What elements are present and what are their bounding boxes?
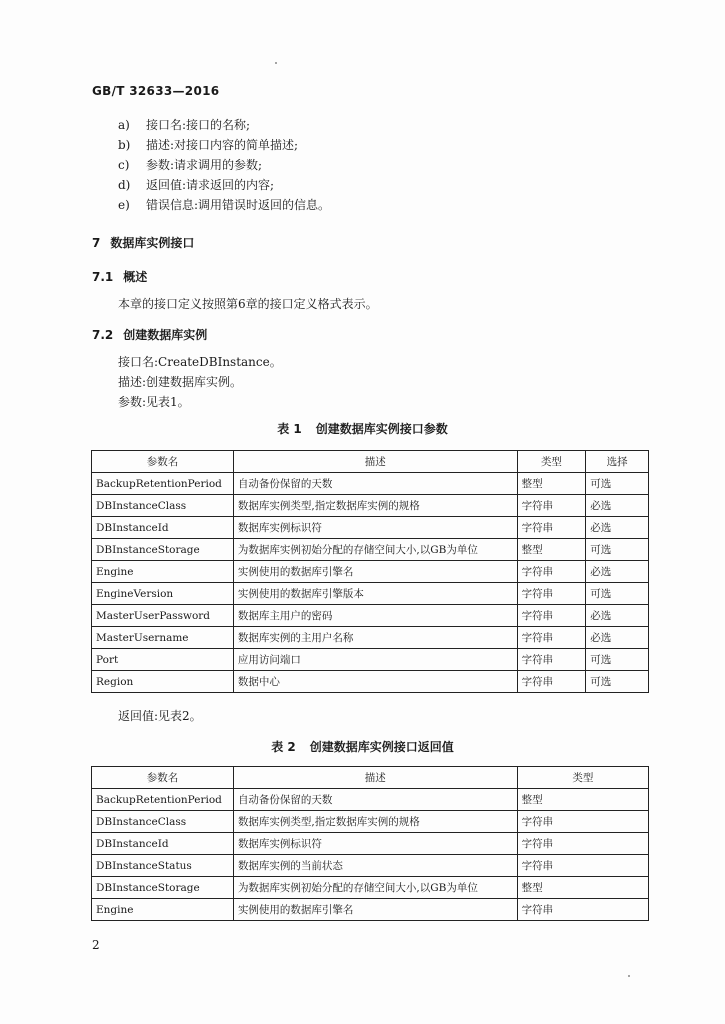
section-heading-7-1: 7.1 概述 [92,270,148,284]
table-cell: 字符串 [517,649,586,671]
table-cell: 实例使用的数据库引擎名 [233,899,517,921]
interface-parameters: 参数:见表1。 [118,395,190,409]
table-cell: MasterUserPassword [92,605,234,627]
table-row [92,877,649,899]
table-cell: 字符串 [517,833,648,855]
table-cell: MasterUsername [92,627,234,649]
table-cell: 数据库实例标识符 [233,517,517,539]
table-cell: 字符串 [517,583,586,605]
table-cell: 为数据库实例初始分配的存储空间大小,以GB为单位 [233,539,517,561]
table-cell: 为数据库实例初始分配的存储空间大小,以GB为单位 [233,877,517,899]
table-cell: 必选 [586,605,649,627]
table-row [92,517,649,539]
table-cell: 自动备份保留的天数 [233,473,517,495]
table-cell: Engine [92,899,234,921]
table-cell: 必选 [586,517,649,539]
standard-number-header: GB/T 32633—2016 [92,84,220,98]
table-cell: 实例使用的数据库引擎版本 [233,583,517,605]
table-cell: 字符串 [517,495,586,517]
table-cell: 整型 [517,789,648,811]
table-row [92,789,649,811]
table-1-caption: 表 1 创建数据库实例接口参数 [277,422,448,436]
list-item: d) 返回值:请求返回的内容; [118,178,275,192]
list-item: b) 描述:对接口内容的简单描述; [118,138,299,152]
table-cell: BackupRetentionPeriod [92,473,234,495]
table-cell: 数据中心 [233,671,517,693]
table-cell: 可选 [586,671,649,693]
table-row [92,811,649,833]
table-2-return-values [91,766,649,921]
table-row [92,583,649,605]
table-cell: 可选 [586,473,649,495]
table-cell: 字符串 [517,671,586,693]
table-cell: DBInstanceClass [92,811,234,833]
return-value-text: 返回值:见表2。 [118,709,202,723]
table-header-row: 参数名 描述 类型 [92,767,649,789]
table-header-row: 参数名 描述 类型 选择 [92,451,649,473]
table-row [92,539,649,561]
table-row [92,473,649,495]
table-cell: 数据库实例标识符 [233,833,517,855]
section-heading-7-2: 7.2 创建数据库实例 [92,328,208,342]
interface-name: 接口名:CreateDBInstance。 [118,355,282,369]
section-heading-7: 7 数据库实例接口 [92,236,195,250]
definition-list [118,115,330,215]
table-row [92,899,649,921]
table-row [92,605,649,627]
table-cell: DBInstanceStatus [92,855,234,877]
table-cell: 字符串 [517,517,586,539]
table-cell: 可选 [586,649,649,671]
table-1-parameters [91,450,649,693]
table-cell: 整型 [517,473,586,495]
table-row [92,671,649,693]
table-cell: 数据库实例类型,指定数据库实例的规格 [233,495,517,517]
table-cell: 字符串 [517,811,648,833]
table-cell: 必选 [586,495,649,517]
table-cell: DBInstanceId [92,517,234,539]
scan-speck [275,62,277,64]
table-row [92,833,649,855]
section-7-1-paragraph: 本章的接口定义按照第6章的接口定义格式表示。 [118,297,378,311]
table-cell: 字符串 [517,855,648,877]
table-cell: Region [92,671,234,693]
table-cell: 数据库实例类型,指定数据库实例的规格 [233,811,517,833]
table-cell: 必选 [586,627,649,649]
table-cell: Port [92,649,234,671]
table-cell: DBInstanceId [92,833,234,855]
table-cell: DBInstanceStorage [92,539,234,561]
scan-speck [628,975,630,977]
table-cell: BackupRetentionPeriod [92,789,234,811]
table-cell: 字符串 [517,605,586,627]
table-2-caption: 表 2 创建数据库实例接口返回值 [271,740,454,754]
table-cell: EngineVersion [92,583,234,605]
table-cell: Engine [92,561,234,583]
table-row [92,855,649,877]
table-row [92,627,649,649]
table-cell: DBInstanceClass [92,495,234,517]
table-cell: 数据库主用户的密码 [233,605,517,627]
table-cell: 整型 [517,539,586,561]
table-cell: 字符串 [517,627,586,649]
table-cell: 整型 [517,877,648,899]
table-row [92,561,649,583]
interface-description: 描述:创建数据库实例。 [118,375,243,389]
table-cell: 字符串 [517,899,648,921]
table-cell: 字符串 [517,561,586,583]
table-row [92,495,649,517]
table-cell: 应用访问端口 [233,649,517,671]
table-cell: 自动备份保留的天数 [233,789,517,811]
page-number: 2 [92,938,100,952]
table-cell: 可选 [586,583,649,605]
table-cell: 数据库实例的当前状态 [233,855,517,877]
table-cell: 实例使用的数据库引擎名 [233,561,517,583]
table-cell: 必选 [586,561,649,583]
table-cell: 可选 [586,539,649,561]
list-item: c) 参数:请求调用的参数; [118,158,263,172]
list-item: a) 接口名:接口的名称; [118,118,251,132]
table-cell: DBInstanceStorage [92,877,234,899]
list-item: e) 错误信息:调用错误时返回的信息。 [118,198,331,212]
table-row [92,649,649,671]
table-cell: 数据库实例的主用户名称 [233,627,517,649]
